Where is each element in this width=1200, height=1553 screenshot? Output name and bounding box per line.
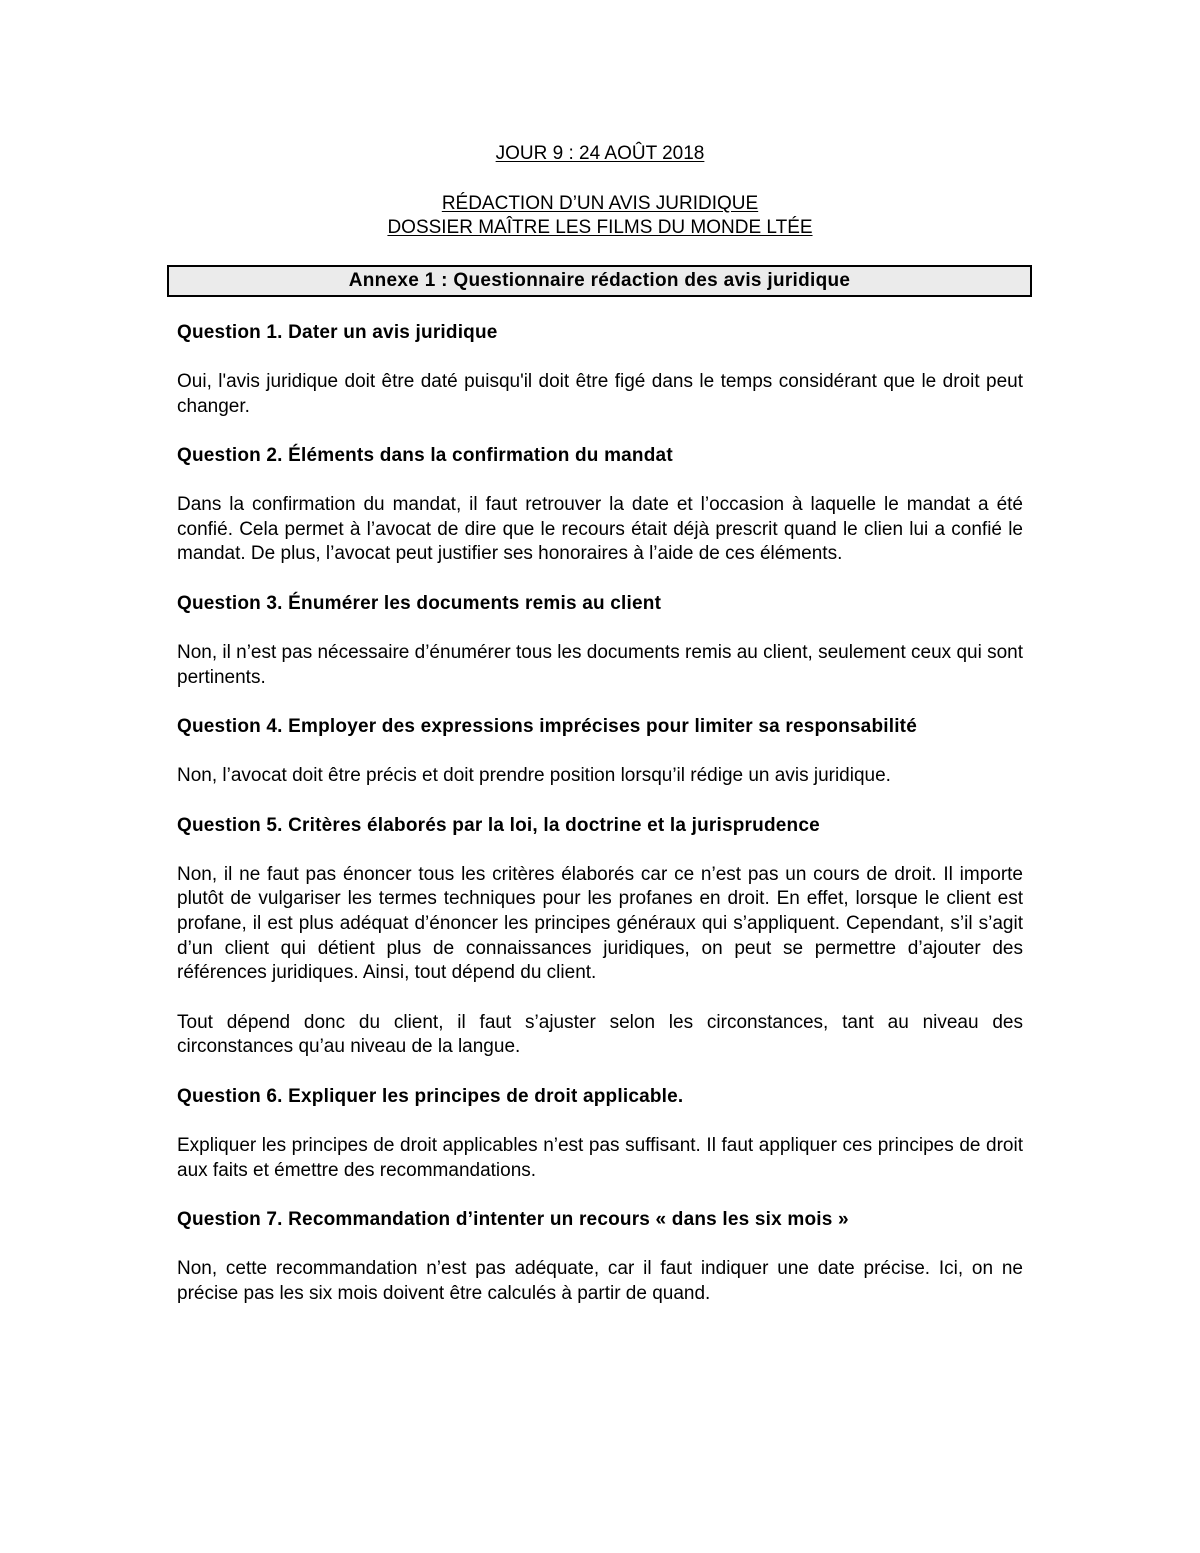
question-title: Question 6. Expliquer les principes de droit applicable. (177, 1085, 684, 1107)
question-block-3 (177, 592, 1023, 690)
answer-paragraph: Non, l’avocat doit être précis et doit prendre position lorsqu’il rédige un avis juridique. (177, 765, 891, 787)
question-title: Question 5. Critères élaborés par la loi, la doctrine et la jurisprudence (177, 814, 820, 836)
document-title (0, 192, 1200, 216)
answer-paragraph: Expliquer les principes de droit applicables n’est pas suffisant. Il faut appliquer ces principes de droit aux faits et émettre des recommandations. (177, 1134, 1023, 1181)
question-title: Question 2. Éléments dans la confirmation du mandat (177, 445, 673, 467)
question-title: Question 4. Employer des expressions imprécises pour limiter sa responsabilité (177, 716, 917, 738)
question-block-4 (177, 715, 1023, 789)
answer-paragraph: Tout dépend donc du client, il faut s’ajuster selon les circonstances, tant au niveau des circonstances qu’au niveau de la langue. (177, 1011, 1023, 1058)
answer-paragraph: Oui, l'avis juridique doit être daté puisqu'il doit être figé dans le temps considérant que le droit peut changer. (177, 371, 1023, 417)
answer-paragraph: Dans la confirmation du mandat, il faut retrouver la date et l’occasion à laquelle le mandat a été confié. Cela permet à l’avocat de dire que le recours était déjà prescrit quand le clien lui a confié le mandat. De plus, l’avocat peut justifier ses honoraires à l’aide de ces éléments. (177, 494, 1023, 565)
question-block-6 (177, 1085, 1023, 1183)
annex-banner (167, 265, 1032, 297)
question-block-1 (177, 321, 1023, 419)
document-title-text: RÉDACTION D’UN AVIS JURIDIQUE (441, 193, 759, 214)
annex-banner-label: Annexe 1 : Questionnaire rédaction des avis juridique (348, 270, 851, 291)
question-block-5 (177, 814, 1023, 1060)
dossier-heading-text: DOSSIER MAÎTRE LES FILMS DU MONDE LTÉE (387, 217, 813, 238)
dossier-heading (0, 216, 1200, 240)
question-title: Question 3. Énumérer les documents remis au client (177, 592, 662, 614)
questionnaire (177, 321, 1023, 1331)
question-block-7 (177, 1208, 1023, 1306)
day-heading-text: JOUR 9 : 24 AOÛT 2018 (495, 143, 705, 164)
answer-paragraph: Non, cette recommandation n’est pas adéquate, car il faut indiquer une date précise. Ici, on ne précise pas les six mois doivent être calculés à partir de quand. (177, 1258, 1023, 1304)
question-title: Question 1. Dater un avis juridique (177, 322, 498, 343)
answer-paragraph: Non, il n’est pas nécessaire d’énumérer tous les documents remis au client, seulement ceux qui sont pertinents. (177, 641, 1023, 688)
day-heading (0, 142, 1200, 166)
answer-paragraph: Non, il ne faut pas énoncer tous les critères élaborés car ce n’est pas un cours de droit. Il importe plutôt de vulgariser les termes techniques pour les profanes en droit. En effet, lorsque le client est profane, il est plus adéquat d’énoncer les principes généraux qui s’appliquent. Cependant, s’il s’agit d’un client qui détient plus de connaissances juridiques, on peut se permettre d’ajouter des références juridiques. Ainsi, tout dépend du client. (177, 863, 1023, 984)
question-block-2 (177, 444, 1023, 567)
question-title: Question 7. Recommandation d’intenter un recours « dans les six mois » (177, 1209, 849, 1231)
